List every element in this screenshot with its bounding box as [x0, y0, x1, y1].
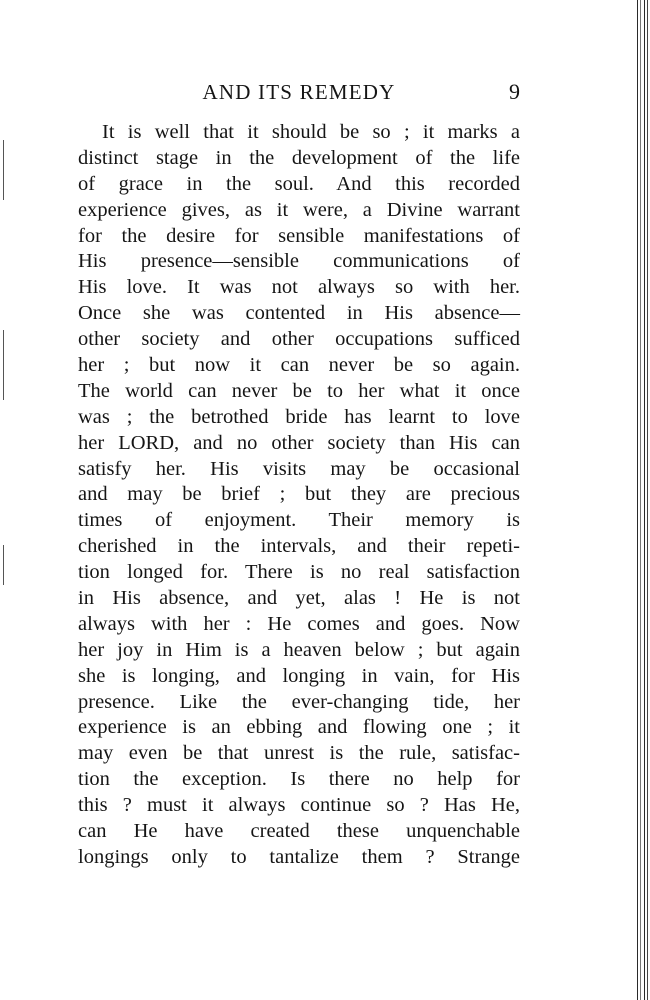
text-line: other society and other occupations sufficed [78, 328, 520, 351]
body-text [78, 120, 520, 871]
text-line: this ? must it always continue so ? Has He, [78, 794, 520, 817]
text-line: was ; the betrothed bride has learnt to love [78, 405, 520, 428]
text-line: she is longing, and longing in vain, for His [78, 664, 520, 687]
text-line: Once she was contented in His absence— [78, 302, 520, 325]
text-line: can He have created these unquenchable [78, 820, 520, 843]
text-line: His presence—sensible communications of [78, 250, 520, 273]
text-line: experience is an ebbing and flowing one ; it [78, 716, 520, 739]
text-line: presence. Like the ever-changing tide, her [78, 690, 520, 713]
text-line: times of enjoyment. Their memory is [78, 509, 520, 532]
text-line: always with her : He comes and goes. Now [78, 612, 520, 635]
text-line: The world can never be to her what it once [78, 379, 520, 402]
binding-edge [632, 0, 650, 1000]
text-line: tion longed for. There is no real satisfaction [78, 561, 520, 584]
text-line: and may be brief ; but they are precious [78, 483, 520, 506]
text-line: her LORD, and no other society than His can [78, 431, 520, 454]
text-line: It is well that it should be so ; it marks a [102, 121, 520, 143]
text-line: her ; but now it can never be so again. [78, 354, 520, 377]
text-line: longings only to tantalize them ? Strange [78, 845, 520, 868]
text-line: tion the exception. Is there no help for [78, 768, 520, 791]
running-head: AND ITS REMEDY [202, 80, 396, 104]
text-line: may even be that unrest is the rule, satisfac- [78, 742, 520, 765]
text-line: distinct stage in the development of the life [78, 146, 520, 169]
text-line: cherished in the intervals, and their repeti- [78, 535, 520, 558]
text-line: satisfy her. His visits may be occasional [78, 457, 520, 480]
text-line: of grace in the soul. And this recorded [78, 172, 520, 195]
text-line: His love. It was not always so with her. [78, 276, 520, 299]
text-line: her joy in Him is a heaven below ; but again [78, 638, 520, 661]
text-line: experience gives, as it were, a Divine warrant [78, 198, 520, 221]
left-edge-scan-marks [0, 0, 8, 1000]
text-line: for the desire for sensible manifestations of [78, 224, 520, 247]
text-line: in His absence, and yet, alas ! He is not [78, 587, 520, 610]
page-number: 9 [509, 79, 520, 104]
page-header [78, 76, 520, 108]
